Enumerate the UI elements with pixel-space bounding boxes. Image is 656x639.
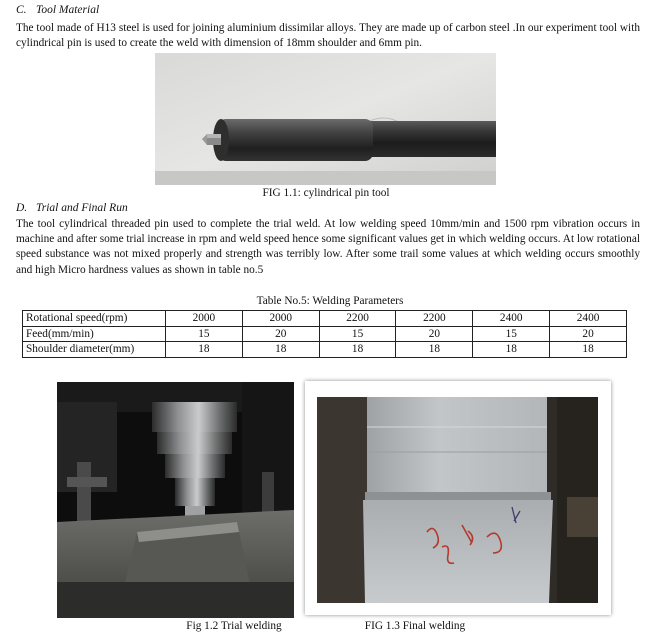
table-row-label: Shoulder diameter(mm) [23,342,166,358]
table-cell: 15 [166,326,243,342]
section-title: Trial and Final Run [36,202,128,214]
table-cell: 20 [242,326,319,342]
table-cell: 18 [319,342,396,358]
table-cell: 2200 [319,311,396,327]
table-cell: 18 [396,342,473,358]
table-cell: 18 [166,342,243,358]
trial-final-run-paragraph: The tool cylindrical threaded pin used to complete the trial weld. At low welding speed 10mm/min and 1500 rpm vibration occurs in machine and after some trial increase in rpm and weld speed hence some significant values get in which welding occurs. At low rotational speed substance was not mixed properly and strength was terribly low. After some trail some values at which welding occurs smoothly and high Micro hardness values as shown in table no.5 [16,218,640,276]
table-cell: 2000 [242,311,319,327]
table-cell: 15 [473,326,550,342]
table-row [23,342,627,358]
table-cell: 2200 [396,311,473,327]
table-cell: 20 [396,326,473,342]
final-welding-photo-frame [305,381,611,615]
section-title: Tool Material [36,4,100,16]
welding-parameters-table [22,310,627,358]
fig-1-1-caption: FIG 1.1: cylindrical pin tool [262,187,390,199]
section-number: D. [16,202,28,214]
table-cell: 2000 [166,311,243,327]
table-row [23,326,627,342]
tool-material-paragraph: The tool made of H13 steel is used for joining aluminium dissimilar alloys. They are made up of carbon steel .In our experiment tool with cylindrical pin is used to create the weld with dimension of 18mm shoulder and 6mm pin. [16,22,640,50]
table-caption: Table No.5: Welding Parameters [256,295,404,307]
table-cell: 2400 [550,311,627,327]
table-cell: 18 [550,342,627,358]
table-cell: 2400 [473,311,550,327]
table-cell: 18 [473,342,550,358]
table-cell: 18 [242,342,319,358]
final-welding-photo [317,397,598,603]
table-row-label: Feed(mm/min) [23,326,166,342]
table-cell: 20 [550,326,627,342]
section-heading-trial-final-run [16,202,128,214]
cylindrical-pin-tool-photo [155,53,496,185]
table-cell: 15 [319,326,396,342]
fig-1-3-caption: FIG 1.3 Final welding [364,620,466,632]
section-heading-tool-material [16,4,99,16]
table-row [23,311,627,327]
section-number: C. [16,4,27,16]
trial-welding-photo [57,382,294,618]
table-row-label: Rotational speed(rpm) [23,311,166,327]
fig-1-2-caption: Fig 1.2 Trial welding [186,620,282,632]
